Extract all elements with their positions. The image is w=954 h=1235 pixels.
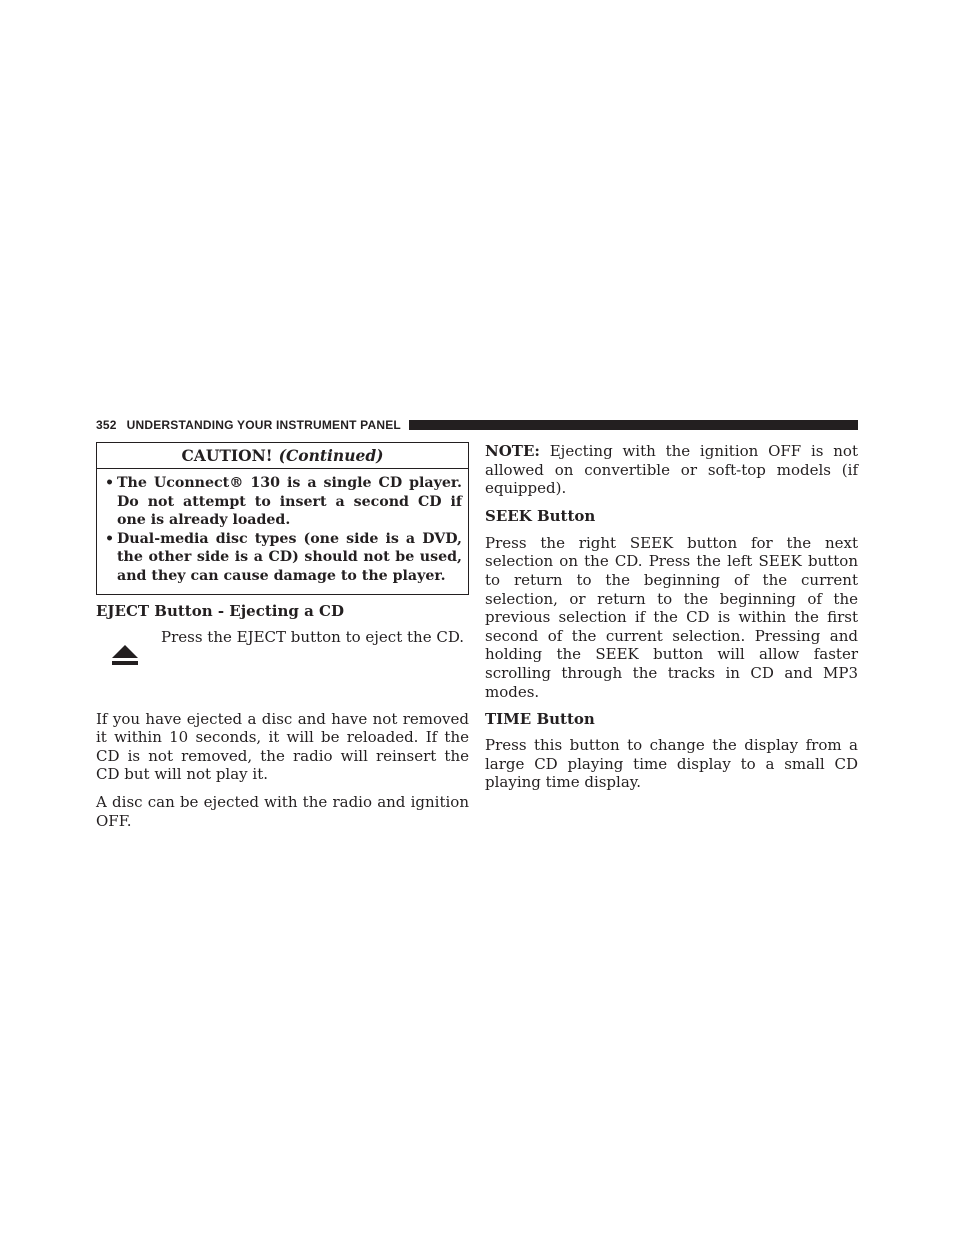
seek-heading: SEEK Button (485, 506, 596, 525)
caution-list (97, 469, 468, 594)
caution-continued: (Continued) (278, 446, 384, 465)
caution-item-text: Dual-media disc types (one side is a DVD, the other side is a CD) should not be used, and they can cause damage to the player. (117, 530, 462, 584)
left-column (96, 442, 469, 830)
note-label: NOTE: (485, 442, 540, 460)
note-paragraph (485, 442, 858, 498)
running-header (96, 417, 858, 433)
eject-instruction-row (96, 628, 469, 696)
header-rule (409, 420, 858, 430)
caution-item (105, 474, 462, 530)
eject-icon (111, 644, 139, 666)
caution-label: CAUTION! (181, 446, 273, 465)
caution-box (96, 442, 469, 595)
bullet: • (105, 530, 115, 547)
caution-item-text: The Uconnect® 130 is a single CD player. Do not attempt to insert a second CD if one is already loaded. (117, 475, 462, 529)
page-number: 352 (96, 418, 117, 432)
eject-instruction: Press the EJECT button to eject the CD. (161, 627, 465, 646)
time-heading: TIME Button (485, 710, 595, 729)
bullet: • (105, 475, 115, 491)
eject-paragraph: A disc can be ejected with the radio and ignition OFF. (96, 792, 469, 830)
time-text: Press this button to change the display from a large CD playing time display to a small CD playing time display. (485, 736, 858, 792)
caution-title (97, 443, 468, 469)
caution-item (105, 530, 462, 586)
eject-paragraph: If you have ejected a disc and have not removed it within 10 seconds, it will be reloaded. If the CD is not removed, the radio will reinsert the CD but will not play it. (96, 709, 469, 784)
seek-text: Press the right SEEK button for the next selection on the CD. Press the left SEEK button to return to the beginning of the current selection, or return to the beginning of the previous selection if the CD is within the first second of the current selection. Pressing and holding the SEEK button will allow faster scrolling through the tracks in CD and MP3 modes. (485, 533, 858, 701)
right-column (485, 442, 858, 792)
section-title: UNDERSTANDING YOUR INSTRUMENT PANEL (126, 418, 401, 432)
note-text: Ejecting with the ignition OFF is not allowed on convertible or soft-top models (if equipped). (485, 442, 858, 498)
eject-heading: EJECT Button - Ejecting a CD (96, 601, 344, 620)
